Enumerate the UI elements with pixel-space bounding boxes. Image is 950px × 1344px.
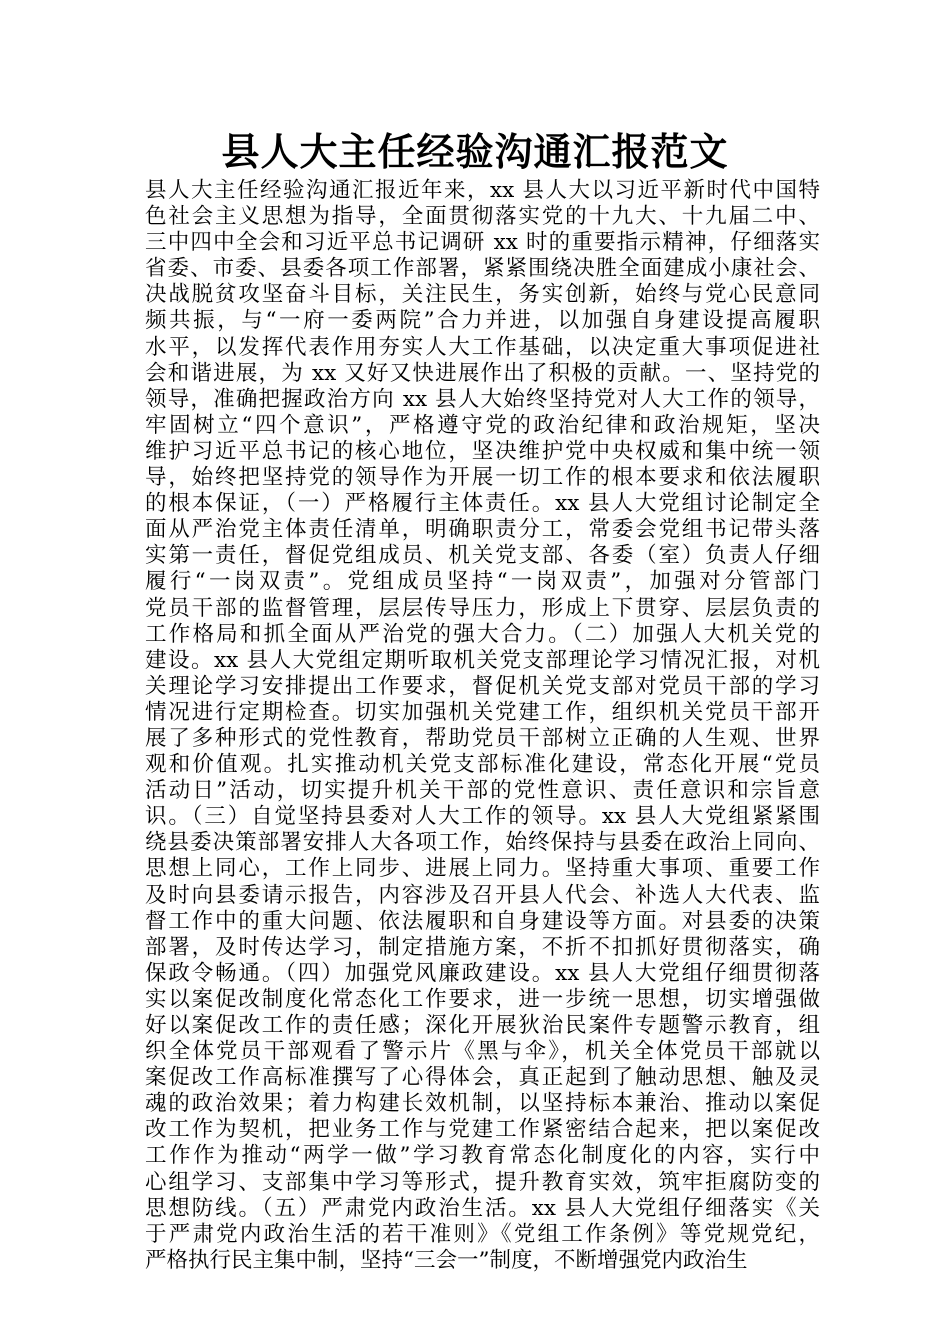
body-line: 建设。xx 县人大党组定期听取机关党支部理论学习情况汇报，对机 — [145, 647, 820, 673]
body-line: 省委、市委、县委各项工作部署，紧紧围绕决胜全面建成小康社会、 — [145, 256, 820, 282]
body-line: 活动日”活动，切实提升机关干部的党性意识、责任意识和宗旨意 — [145, 778, 820, 804]
body-line: 工作作为推动“两学一做”学习教育常态化制度化的内容，实行中 — [145, 1143, 820, 1169]
body-line: 保政令畅通。（四）加强党风廉政建设。xx 县人大党组仔细贯彻落 — [145, 960, 820, 986]
body-line: 及时向县委请示报告，内容涉及召开县人代会、补选人大代表、监 — [145, 882, 820, 908]
body-line: 识。（三）自觉坚持县委对人大工作的领导。xx 县人大党组紧紧围 — [145, 804, 820, 830]
body-line: 思想防线。（五）严肃党内政治生活。xx 县人大党组仔细落实《关 — [145, 1195, 820, 1221]
body-line: 决战脱贫攻坚奋斗目标，关注民生，务实创新，始终与党心民意同 — [145, 282, 820, 308]
body-line: 维护习近平总书记的核心地位，坚决维护党中央权威和集中统一领 — [145, 438, 820, 464]
body-line: 部署，及时传达学习，制定措施方案，不折不扣抓好贯彻落实，确 — [145, 934, 820, 960]
body-line: 实以案促改制度化常态化工作要求，进一步统一思想，切实增强做 — [145, 986, 820, 1012]
document-body — [145, 178, 820, 1274]
document-title: 县人大主任经验沟通汇报范文 — [221, 129, 729, 174]
body-line: 实第一责任，督促党组成员、机关党支部、各委（室）负责人仔细 — [145, 543, 820, 569]
body-line: 频共振，与“一府一委两院”合力并进，以加强自身建设提高履职 — [145, 308, 820, 334]
body-line: 情况进行定期检查。切实加强机关党建工作，组织机关党员干部开 — [145, 699, 820, 725]
body-line: 导，始终把坚持党的领导作为开展一切工作的根本要求和依法履职 — [145, 465, 820, 491]
body-line: 改工作为契机，把业务工作与党建工作紧密结合起来，把以案促改 — [145, 1117, 820, 1143]
body-line: 履行“一岗双责”。党组成员坚持“一岗双责”，加强对分管部门 — [145, 569, 820, 595]
body-line: 色社会主义思想为指导，全面贯彻落实党的十九大、十九届二中、 — [145, 204, 820, 230]
body-line: 织全体党员干部观看了警示片《黑与伞》，机关全体党员干部就以 — [145, 1039, 820, 1065]
body-line: 水平，以发挥代表作用夯实人大工作基础，以决定重大事项促进社 — [145, 334, 820, 360]
body-line: 牢固树立“四个意识”，严格遵守党的政治纪律和政治规矩，坚决 — [145, 412, 820, 438]
body-line: 县人大主任经验沟通汇报近年来，xx 县人大以习近平新时代中国特 — [145, 178, 820, 203]
body-line: 观和价值观。扎实推动机关党支部标准化建设，常态化开展“党员 — [145, 752, 820, 778]
body-line: 好以案促改工作的责任感；深化开展狄治民案件专题警示教育，组 — [145, 1013, 820, 1038]
body-line: 于严肃党内政治生活的若干准则》《党组工作条例》等党规党纪， — [145, 1221, 820, 1247]
body-line: 展了多种形式的党性教育，帮助党员干部树立正确的人生观、世界 — [145, 725, 820, 751]
body-line: 的根本保证，（一）严格履行主体责任。xx 县人大党组讨论制定全 — [145, 491, 820, 517]
body-line: 思想上同心，工作上同步、进展上同力。坚持重大事项、重要工作 — [145, 856, 820, 882]
body-line: 党员干部的监督管理，层层传导压力，形成上下贯穿、层层负责的 — [145, 595, 820, 621]
body-line: 魂的政治效果；着力构建长效机制，以坚持标本兼治、推动以案促 — [145, 1091, 820, 1117]
body-line: 严格执行民主集中制，坚持“三会一”制度，不断增强党内政治生 — [145, 1247, 748, 1273]
body-line: 会和谐进展，为 xx 又好又快进展作出了积极的贡献。一、坚持党的 — [145, 360, 820, 386]
body-line: 面从严治党主体责任清单，明确职责分工，常委会党组书记带头落 — [145, 517, 820, 543]
body-line: 关理论学习安排提出工作要求，督促机关党支部对党员干部的学习 — [145, 673, 820, 699]
body-line: 督工作中的重大问题、依法履职和自身建设等方面。对县委的决策 — [145, 908, 820, 934]
body-line: 工作格局和抓全面从严治党的强大合力。（二）加强人大机关党的 — [145, 621, 820, 647]
body-line: 绕县委决策部署安排人大各项工作，始终保持与县委在政治上同向、 — [145, 830, 820, 856]
body-line: 三中四中全会和习近平总书记调研 xx 时的重要指示精神，仔细落实 — [145, 230, 820, 256]
body-line: 领导，准确把握政治方向 xx 县人大始终坚持党对人大工作的领导， — [145, 386, 820, 412]
body-line: 案促改工作高标准撰写了心得体会，真正起到了触动思想、触及灵 — [145, 1065, 820, 1091]
body-line: 心组学习、支部集中学习等形式，提升教育实效，筑牢拒腐防变的 — [145, 1169, 820, 1195]
